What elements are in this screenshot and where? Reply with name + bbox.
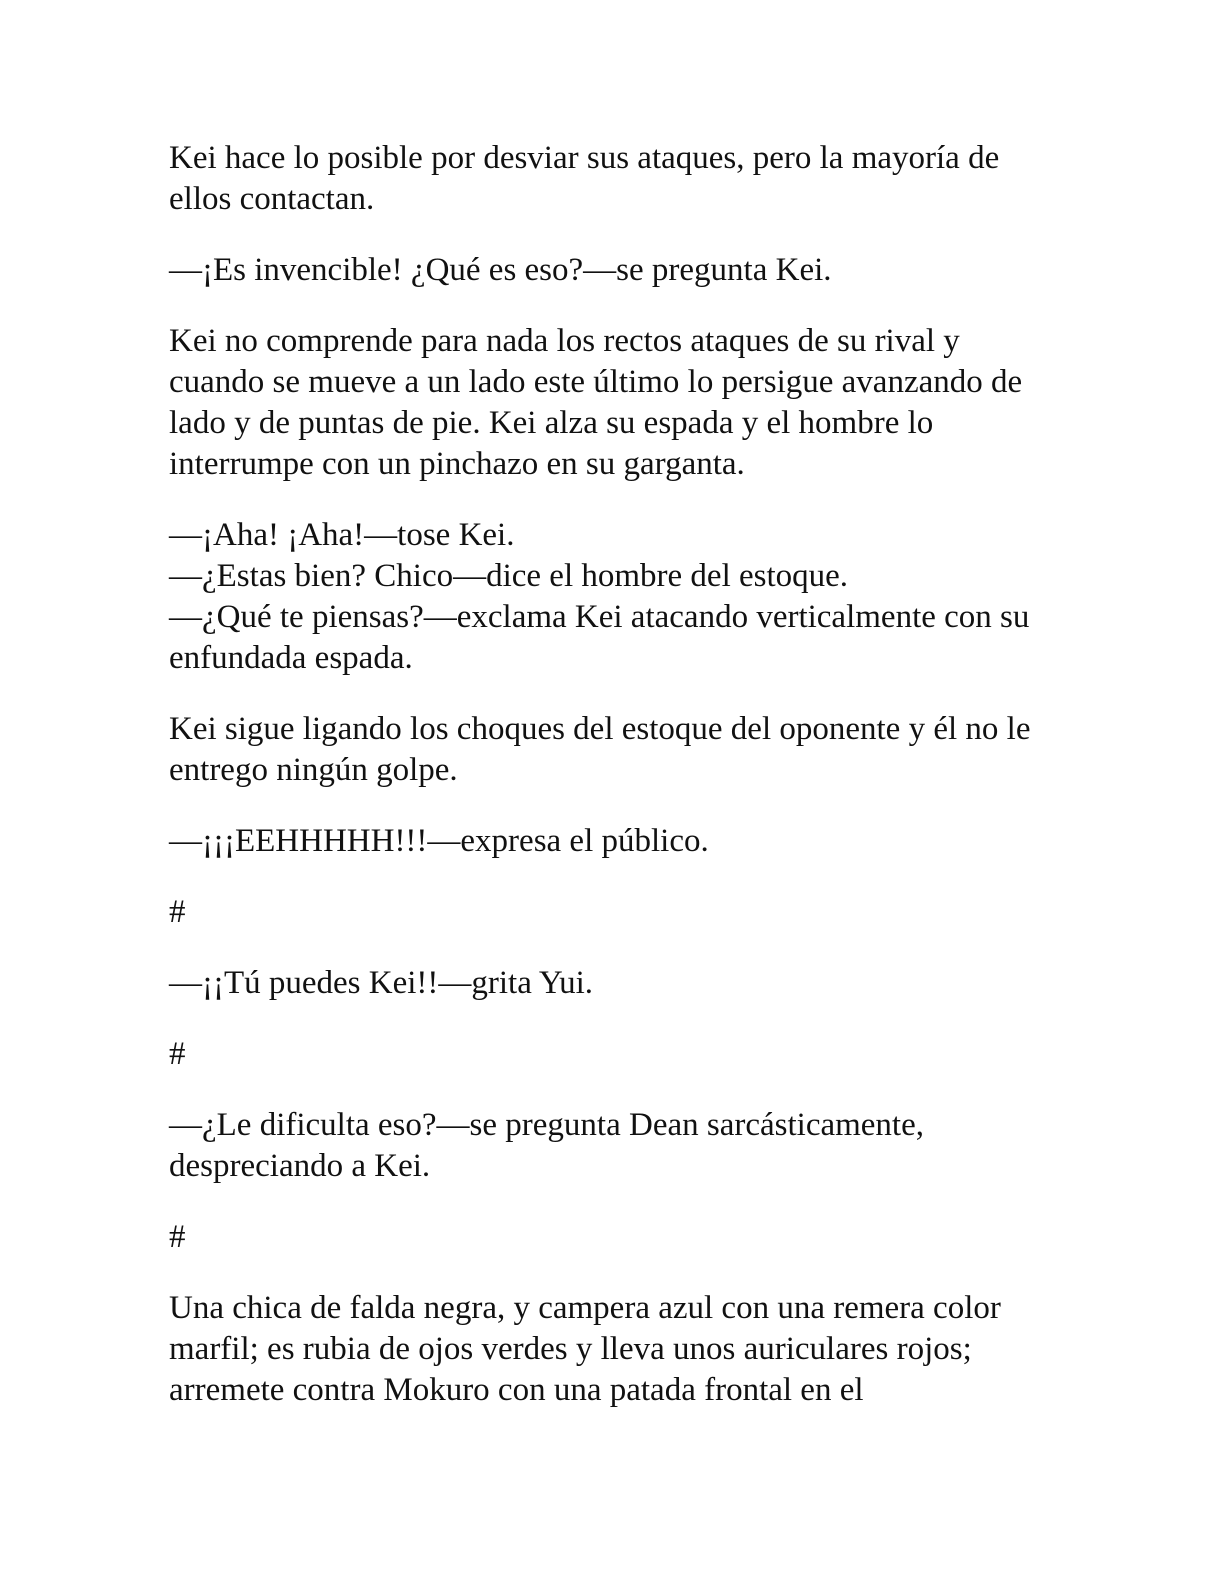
paragraph: Kei sigue ligando los choques del estoque del oponente y él no le entrego ningún golpe. [169,711,1031,788]
dialogue-line: —¡¡Tú puedes Kei!!—grita Yui. [169,965,593,1001]
scene-separator: # [169,1036,186,1072]
dialogue-line: —¡Aha! ¡Aha!—tose Kei. [169,517,515,553]
dialogue-line: —¿Qué te piensas?—exclama Kei atacando verticalmente con su enfundada espada. [169,599,1030,676]
dialogue-line: —¡Es invencible! ¿Qué es eso?—se pregunta Kei. [169,252,832,288]
scene-separator: # [169,894,186,930]
paragraph: Kei no comprende para nada los rectos ataques de su rival y cuando se mueve a un lado este último lo persigue avanzando de lado y de puntas de pie. Kei alza su espada y el hombre lo interrumpe con un pinchazo en su garganta. [169,323,1023,482]
body-text [169,138,1059,1411]
paragraph: Kei hace lo posible por desviar sus ataques, pero la mayoría de ellos contactan. [169,140,1000,217]
dialogue-line: —¿Estas bien? Chico—dice el hombre del estoque. [169,558,849,594]
scene-separator: # [169,1219,186,1255]
paragraph: Una chica de falda negra, y campera azul con una remera color marfil; es rubia de ojos verdes y lleva unos auriculares rojos; arremete contra Mokuro con una patada frontal en el [169,1290,1001,1408]
dialogue-line: —¡¡¡EEHHHHH!!!—expresa el público. [169,823,709,859]
dialogue-line: —¿Le dificulta eso?—se pregunta Dean sarcásticamente, despreciando a Kei. [169,1107,924,1184]
